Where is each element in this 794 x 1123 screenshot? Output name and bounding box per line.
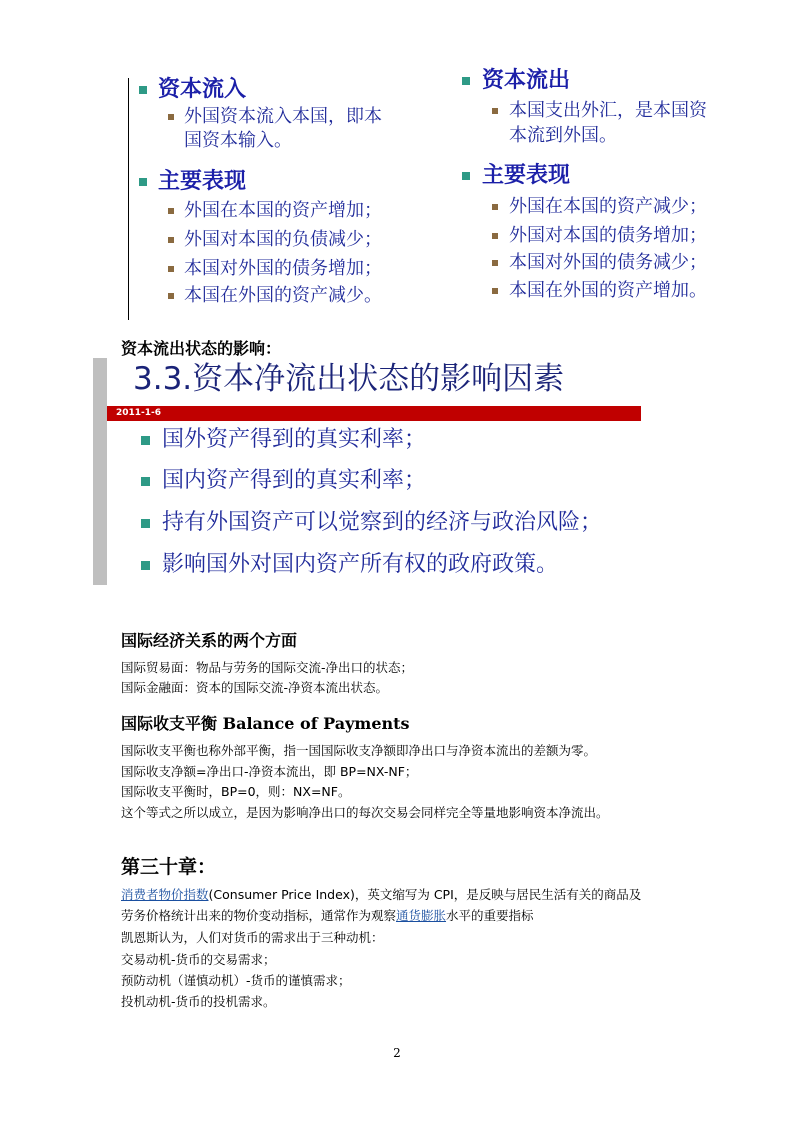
section-heading: 国际收支平衡 Balance of Payments	[121, 714, 410, 733]
bullet-square-icon	[141, 561, 150, 570]
list-item: 外国在本国的资产减少；	[509, 196, 707, 217]
list-item: 影响国外对国内资产所有权的政府政策。	[162, 552, 559, 577]
bullet-square-icon	[139, 178, 147, 186]
bullet-square-icon	[141, 519, 150, 528]
column-divider	[128, 78, 129, 320]
chapter-title: 第三十章：	[121, 856, 217, 878]
list-item: 本国在外国的资产减少。	[184, 285, 382, 306]
list-item: 外国对本国的债务增加；	[509, 225, 707, 246]
capital-flow-slide	[0, 0, 794, 330]
bullet-square-icon	[492, 288, 498, 294]
inflation-link[interactable]: 通货膨胀	[396, 908, 447, 923]
bullet-square-icon	[141, 436, 150, 445]
capital-outflow-heading: 资本流出	[482, 68, 571, 93]
bullet-square-icon	[462, 172, 470, 180]
slide-date: 2011-1-6	[116, 408, 162, 418]
capital-outflow-desc-1: 本国支出外汇，是本国资	[509, 100, 707, 121]
list-item: 本国对外国的债务减少；	[509, 252, 707, 273]
bullet-square-icon	[168, 237, 174, 243]
bullet-square-icon	[139, 86, 147, 94]
paragraph-line	[121, 910, 534, 923]
bullet-square-icon	[492, 204, 498, 210]
capital-inflow-heading: 资本流入	[158, 77, 247, 102]
page-number: 2	[393, 1046, 401, 1060]
bullet-square-icon	[168, 208, 174, 214]
cpi-link[interactable]: 消费者物价指数	[121, 887, 209, 902]
cpi-definition-text: (Consumer Price Index)，英文缩写为 CPI，是反映与居民生活有关的商品及	[208, 887, 642, 902]
paragraph-line: 这个等式之所以成立，是因为影响净出口的每次交易会同样完全等量地影响资本净流出。	[121, 805, 609, 820]
bullet-square-icon	[492, 260, 498, 266]
section-heading: 国际经济关系的两个方面	[121, 631, 298, 650]
slide-side-bar	[93, 358, 107, 585]
bullet-square-icon	[168, 266, 174, 272]
paragraph-line: 国际收支平衡也称外部平衡，指一国国际收支净额即净出口与净资本流出的差额为零。	[121, 743, 597, 758]
bullet-square-icon	[492, 233, 498, 239]
list-item: 外国在本国的资产增加；	[184, 200, 382, 221]
main-manifestation-heading-right: 主要表现	[482, 163, 571, 188]
bullet-square-icon	[168, 293, 174, 299]
slide-title: 3.3.资本净流出状态的影响因素	[133, 361, 565, 397]
paragraph-line: 交易动机-货币的交易需求；	[121, 952, 276, 967]
capital-outflow-desc-2: 本流到外国。	[509, 125, 617, 146]
bullet-square-icon	[492, 108, 498, 114]
paragraph-line: 国际收支净额=净出口-净资本流出，即 BP=NX-NF；	[121, 764, 418, 779]
list-item: 国内资产得到的真实利率；	[162, 468, 427, 493]
section-caption: 资本流出状态的影响：	[121, 339, 282, 358]
main-manifestation-heading-left: 主要表现	[158, 169, 247, 194]
list-item: 国外资产得到的真实利率；	[162, 427, 427, 452]
cpi-definition-text: 水平的重要指标	[446, 908, 534, 923]
bullet-square-icon	[462, 77, 470, 85]
slide-title-rule	[107, 406, 641, 421]
list-item: 外国对本国的负债减少；	[184, 229, 382, 250]
paragraph-line: 国际贸易面：物品与劳务的国际交流-净出口的状态；	[121, 660, 414, 675]
paragraph-line: 国际收支平衡时，BP=0，则：NX=NF。	[121, 784, 351, 799]
list-item: 本国在外国的资产增加。	[509, 280, 707, 301]
capital-inflow-desc-2: 国资本输入。	[184, 130, 292, 151]
paragraph-line: 国际金融面：资本的国际交流-净资本流出状态。	[121, 680, 389, 695]
paragraph-line: 凯恩斯认为，人们对货币的需求出于三种动机：	[121, 930, 384, 945]
bullet-square-icon	[141, 477, 150, 486]
list-item: 持有外国资产可以觉察到的经济与政治风险；	[162, 510, 603, 535]
bullet-square-icon	[168, 114, 174, 120]
capital-inflow-desc-1: 外国资本流入本国，即本	[184, 106, 382, 127]
list-item: 本国对外国的债务增加；	[184, 258, 382, 279]
paragraph-line	[121, 889, 641, 902]
paragraph-line: 预防动机（谨慎动机）-货币的谨慎需求；	[121, 973, 351, 988]
paragraph-line: 投机动机-货币的投机需求。	[121, 994, 276, 1009]
cpi-definition-text: 劳务价格统计出来的物价变动指标，通常作为观察	[121, 908, 397, 923]
